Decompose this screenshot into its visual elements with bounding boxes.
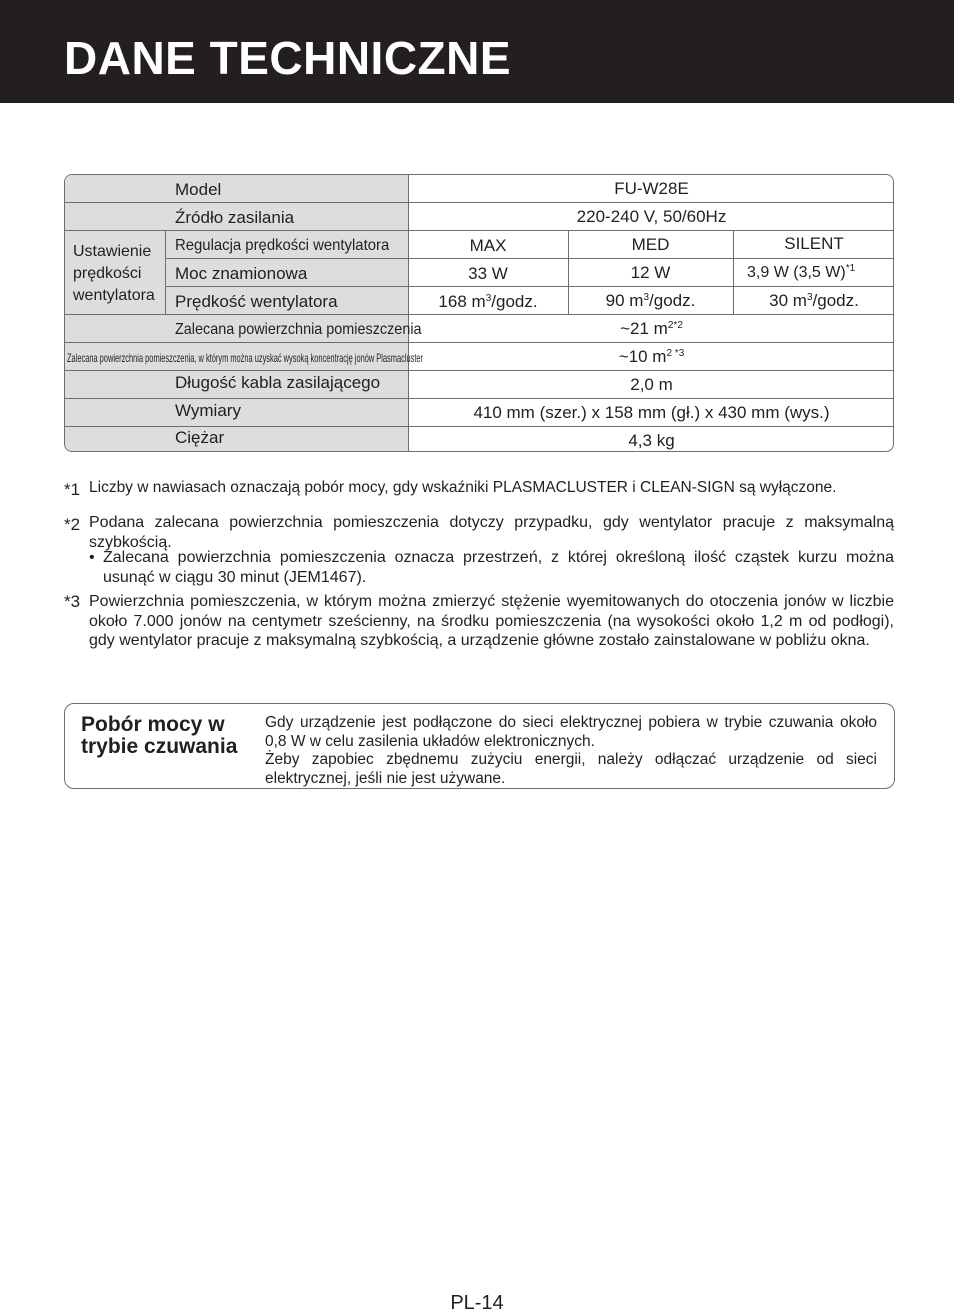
spec-table (64, 174, 894, 452)
rated-power-max: 33 W (468, 264, 508, 283)
row-divider (165, 258, 894, 259)
group-label-line: prędkości (73, 265, 142, 282)
group-label-line: wentylatora (73, 287, 155, 304)
note-1-mark: *1 (64, 480, 81, 499)
group-label-line: Ustawienie (73, 243, 152, 260)
row-divider (65, 230, 893, 231)
note-3-text: Powierzchnia pomieszczenia, w którym można zmierzyć stężenie wyemitowanych do otoczenia jonów w liczbie około 7.000 jonów na centymetr sześcienny, na środku pomieszczenia (na wysokości około 1,2 m od podłogi), gdy wentylator pracuje z maksymalną szybkością, a urządzenie główne zostało zainstalowane w pobliżu okna. (89, 593, 894, 649)
standby-text-line-1: Gdy urządzenie jest podłączone do sieci elektrycznej pobiera w trybie czuwania około 0,8 W w celu zasilenia układów elektronicznych. (265, 714, 877, 750)
fan-speed-silent: 30 $m^3$/godz. (769, 291, 859, 310)
fan-speed-max: 168 $m^3$/godz. (438, 292, 538, 311)
standby-title: Pobór mocy w trybie czuwania (81, 713, 238, 758)
fan-speed-label: Prędkość wentylatora (175, 292, 338, 311)
row-divider (65, 342, 893, 343)
plasmacluster-area-label: Zalecana powierzchnia pomieszczenia, w którym można uzyskać wysoką koncentrację jonów Plasmacluster (67, 351, 424, 365)
plasmacluster-area-value: ~10 $m^2$ $^{*3}$ (618, 347, 685, 366)
note-2-mark: *2 (64, 515, 81, 534)
standby-power-box (64, 703, 895, 789)
page-number: PL-14 (450, 1292, 504, 1314)
silent-header: SILENT (784, 234, 844, 253)
room-area-value: ~21 $m^{2*2}$ (620, 319, 683, 338)
rated-power-label: Moc znamionowa (175, 264, 308, 283)
room-area-label: Zalecana powierzchnia pomieszczenia (175, 321, 422, 338)
fan-speed-med: 90 $m^3$/godz. (605, 291, 696, 310)
dimensions-label: Wymiary (175, 401, 241, 420)
cable-length-value: 2,0 m (630, 375, 673, 394)
row-divider (65, 314, 893, 315)
med-header: MED (631, 235, 670, 254)
standby-text (265, 714, 877, 788)
model-value: FU-W28E (614, 179, 689, 198)
weight-value: 4,3 kg (628, 431, 675, 450)
row-divider (65, 202, 893, 203)
row-divider (65, 398, 893, 399)
note-2-text: Podana zalecana powierzchnia pomieszczenia dotyczy przypadku, gdy wentylator pracuje z maksymalną szybkością. (89, 514, 894, 551)
dimensions-value: 410 mm (szer.) x 158 mm (gł.) x 430 mm (wys.) (473, 403, 830, 422)
max-header: MAX (469, 236, 507, 255)
standby-text-line-2: Żeby zapobiec zbędnemu zużyciu energii, należy odłączać urządzenie od sieci elektrycznej, jeśli nie jest używane. (265, 751, 877, 787)
group-divider (165, 230, 166, 314)
power-source-label: Źródło zasilania (175, 208, 295, 227)
row-divider (65, 370, 893, 371)
note-3-mark: *3 (64, 592, 81, 611)
power-source-value: 220-240 V, 50/60Hz (576, 207, 727, 226)
weight-label: Ciężar (175, 428, 225, 447)
row-divider (65, 426, 893, 427)
rated-power-med: 12 W (630, 263, 671, 282)
model-label: Model (175, 180, 222, 199)
note-2-bullet-text: Zalecana powierzchnia pomieszczenia oznacza przestrzeń, z której określoną ilość cząstek kurzu można usunąć w ciągu 30 minut (JEM1467). (103, 549, 894, 586)
cable-length-label: Długość kabla zasilającego (175, 373, 381, 392)
page-title: DANE TECHNICZNE (64, 32, 512, 84)
note-2-bullet-mark: • (89, 549, 95, 566)
note-1-text: Liczby w nawiasach oznaczają pobór mocy, gdy wskaźniki PLASMACLUSTER i CLEAN-SIGN są wyłączone. (89, 479, 837, 496)
fan-speed-setting-label: Regulacja prędkości wentylatora (175, 237, 390, 254)
rated-power-silent: 3,9 W (3,5 W)$^{*1}$ (747, 263, 856, 281)
row-divider (165, 286, 894, 287)
